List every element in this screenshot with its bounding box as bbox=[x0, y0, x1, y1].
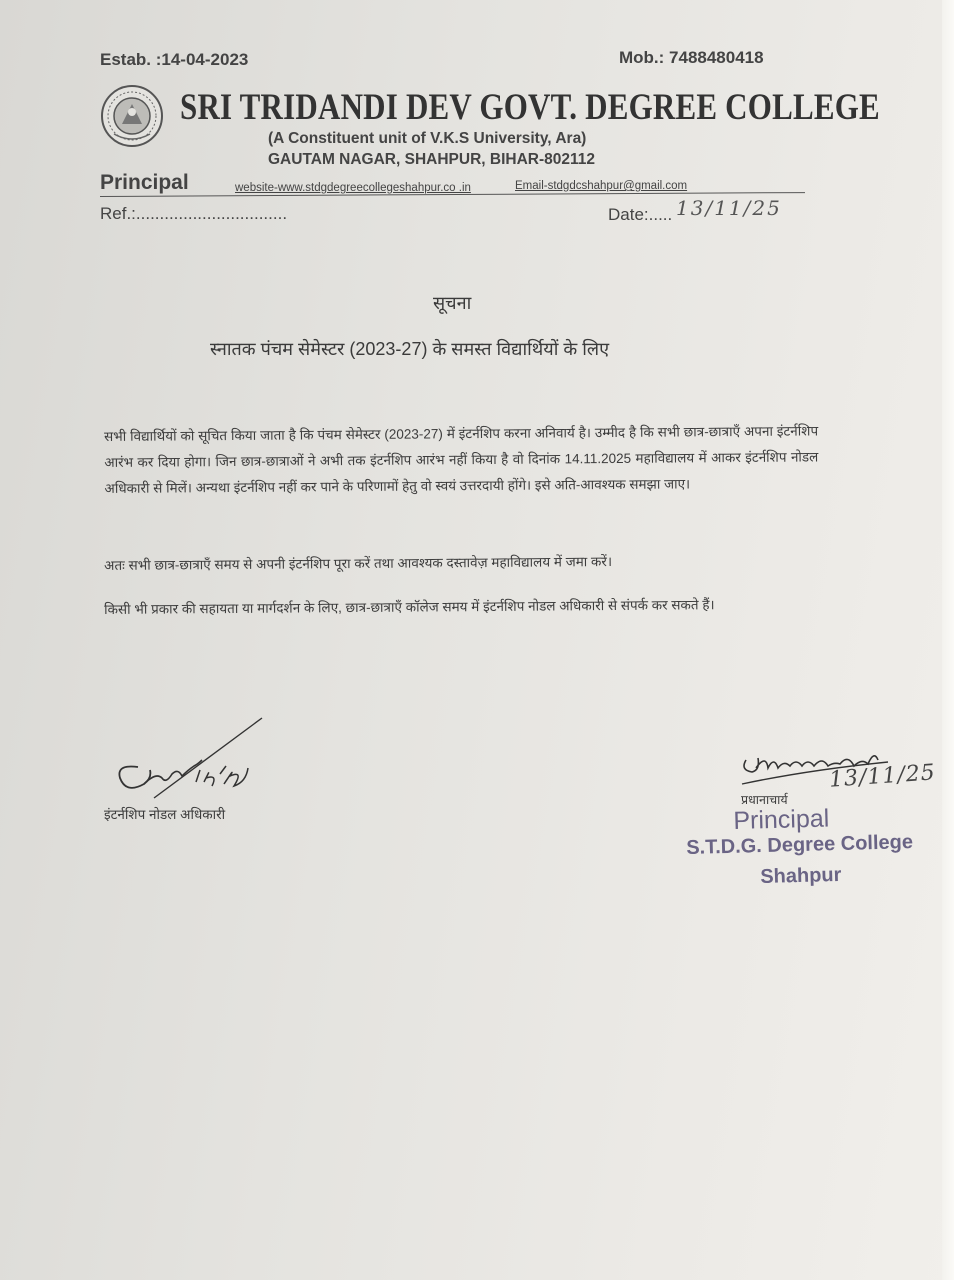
date-label: Date:..... bbox=[608, 205, 673, 224]
paper-edge bbox=[942, 0, 954, 1280]
handwritten-date: 13/11/25 bbox=[676, 196, 782, 220]
principal-sign-date: 13/11/25 bbox=[828, 760, 937, 793]
constituent-line: (A Constituent unit of V.K.S University, Ara) bbox=[268, 130, 587, 147]
office-label: Principal bbox=[100, 171, 189, 194]
notice-title: सूचना bbox=[433, 293, 472, 313]
stamp-line-1: Principal bbox=[733, 804, 830, 835]
notice-subtitle: स्नातक पंचम सेमेस्टर (2023-27) के समस्त विद्यार्थियों के लिए bbox=[210, 339, 610, 359]
reference-line: Ref.:................................ bbox=[100, 204, 288, 223]
email-link[interactable]: Email-stdgdcshahpur@gmail.com bbox=[515, 180, 688, 192]
established-date: Estab. :14-04-2023 bbox=[100, 50, 249, 69]
nodal-officer-designation: इंटर्नशिप नोडल अधिकारी bbox=[104, 807, 226, 822]
nodal-officer-signature bbox=[108, 712, 278, 807]
college-address: GAUTAM NAGAR, SHAHPUR, BIHAR-802112 bbox=[268, 151, 595, 168]
notice-paragraph-3: किसी भी प्रकार की सहायता या मार्गदर्शन के लिए, छात्र-छात्राएँ कॉलेज समय में इंटर्नशिप नोडल अधिकारी से संपर्क कर सकते हैं। bbox=[104, 597, 715, 617]
stamp-line-2: S.T.D.G. Degree College bbox=[686, 831, 914, 859]
stamp-line-3: Shahpur bbox=[760, 863, 842, 888]
principal-designation: प्रधानाचार्य bbox=[741, 793, 788, 807]
college-name: SRI TRIDANDI DEV GOVT. DEGREE COLLEGE bbox=[180, 86, 880, 128]
mobile-number: Mob.: 7488480418 bbox=[619, 48, 764, 67]
notice-paragraph-1: सभी विद्यार्थियों को सूचित किया जाता है कि पंचम सेमेस्टर (2023-27) में इंटर्नशिप करना अनिवार्य है। उम्मीद है कि सभी छात्र-छात्राएँ अपना इंटर्नशिप आरंभ कर दिया होगा। जिन छात्र-छात्राओं ने अभी तक इंटर्नशिप आरंभ नहीं किया है वो दिनांक 14.11.2025 महाविद्यालय में आकर इंटर्नशिप नोडल अधिकारी से मिलें। अन्यथा इंटर्नशिप नहीं कर पाने के परिणामों हेतु वो स्वयं उत्तरदायी होंगे। इसे अति-आवश्यक समझा जाए। bbox=[104, 423, 819, 496]
college-seal bbox=[100, 84, 164, 148]
website-link[interactable]: website-www.stdgdegreecollegeshahpur.co .in bbox=[235, 182, 471, 194]
notice-paragraph-2: अतः सभी छात्र-छात्राएँ समय से अपनी इंटर्नशिप पूरा करें तथा आवश्यक दस्तावेज़ महाविद्यालय में जमा करें। bbox=[104, 554, 613, 573]
